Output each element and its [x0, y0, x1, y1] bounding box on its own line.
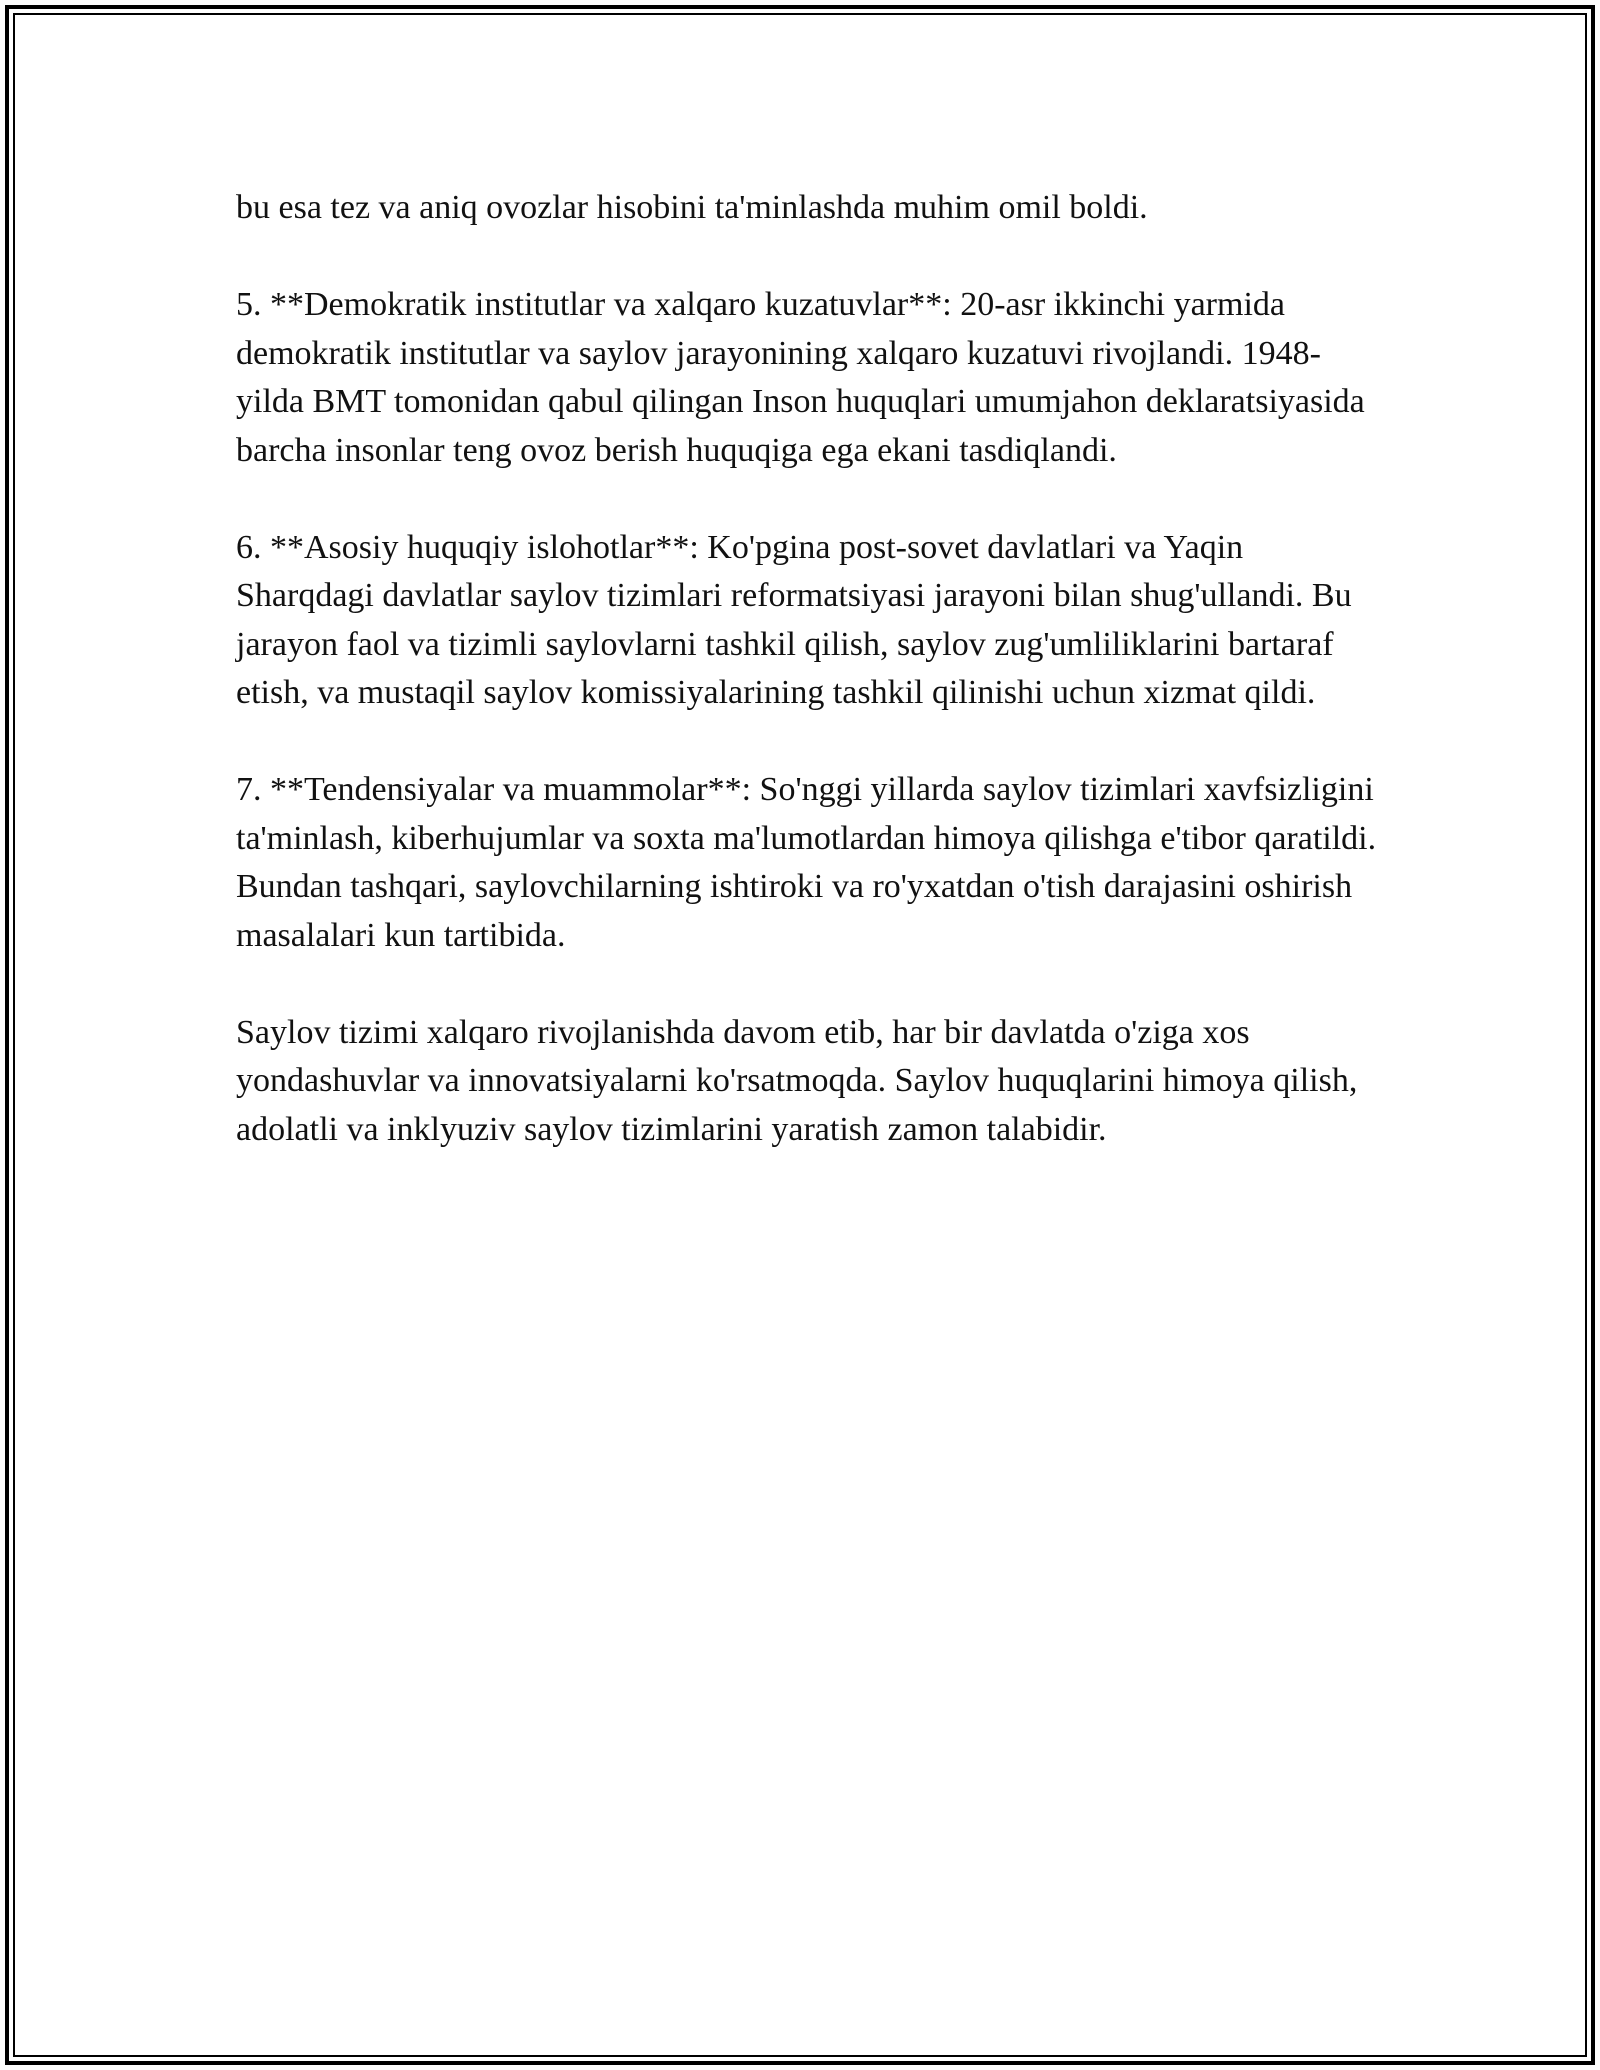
- paragraph-item-6: 6. **Asosiy huquqiy islohotlar**: Ko'pgina post-sovet davlatlari va Yaqin Sharqdagi davlatlar saylov tizimlari reformatsiyasi jarayoni bilan shug'ullandi. Bu jarayon faol va tizimli saylovlarni tashkil qilish, saylov zug'umliliklarini bartaraf etish, va mustaqil saylov komissiyalarining tashkil qilinishi uchun xizmat qildi.: [236, 528, 1352, 711]
- document-body: [236, 184, 1386, 1203]
- paragraph-conclusion: Saylov tizimi xalqaro rivojlanishda davom etib, har bir davlatda o'ziga xos yondashuvlar va innovatsiyalarni ko'rsatmoqda. Saylov huquqlarini himoya qilish, adolatli va inklyuziv saylov tizimlarini yaratish zamon talabidir.: [236, 1013, 1358, 1148]
- paragraph-continuation: bu esa tez va aniq ovozlar hisobini ta'minlashda muhim omil boldi.: [236, 189, 1148, 226]
- paragraph-item-5: 5. **Demokratik institutlar va xalqaro kuzatuvlar**: 20-asr ikkinchi yarmida demokratik institutlar va saylov jarayonining xalqaro kuzatuvi rivojlandi. 1948-yilda BMT tomonidan qabul qilingan Inson huquqlari umumjahon deklaratsiyasida barcha insonlar teng ovoz berish huquqiga ega ekani tasdiqlandi.: [236, 286, 1365, 469]
- paragraph-item-7: 7. **Tendensiyalar va muammolar**: So'nggi yillarda saylov tizimlari xavfsizligini ta'minlash, kiberhujumlar va soxta ma'lumotlardan himoya qilishga e'tibor qaratildi. Bundan tashqari, saylovchilarning ishtiroki va ro'yxatdan o'tish darajasini oshirish masalalari kun tartibida.: [236, 771, 1377, 954]
